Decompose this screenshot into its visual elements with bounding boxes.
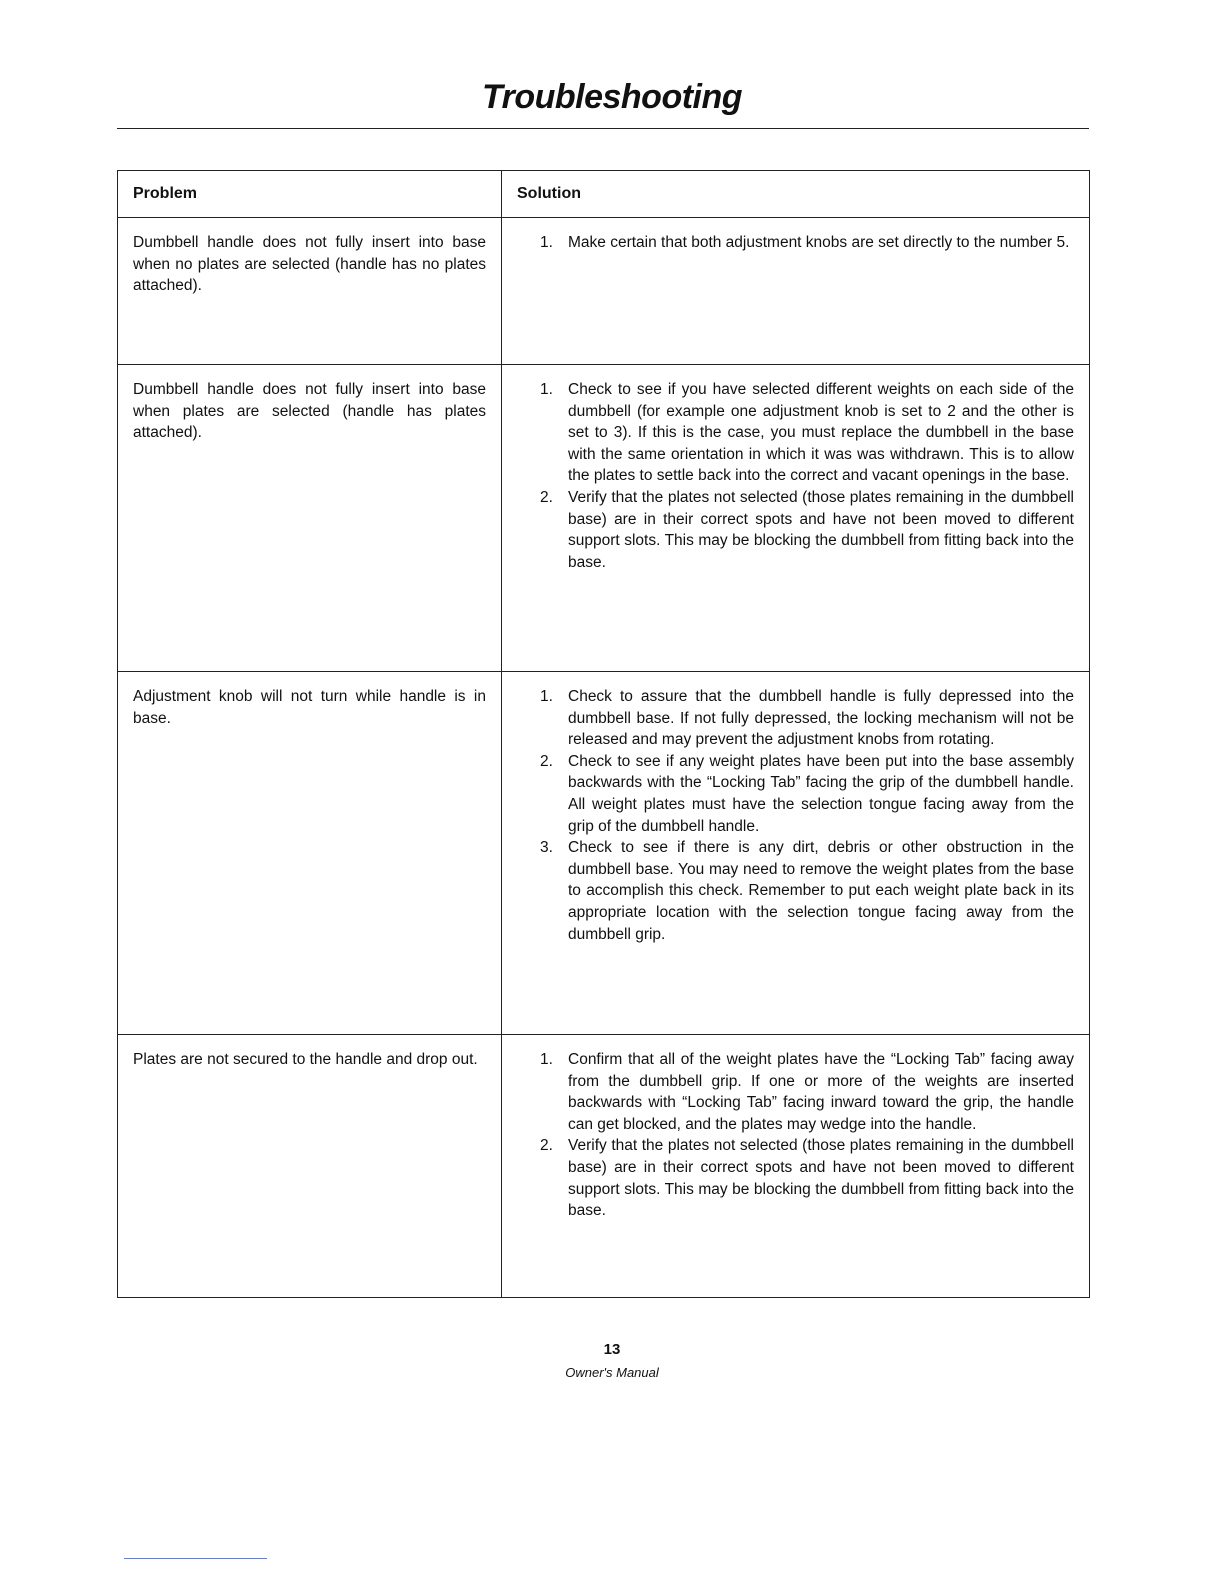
step-number: 2.: [540, 1137, 553, 1155]
solution-cell: [502, 365, 1090, 672]
step-number: 2.: [540, 488, 553, 506]
table-row: [118, 218, 1090, 365]
troubleshooting-table: [117, 170, 1090, 1298]
title-divider: [117, 128, 1089, 129]
solution-step: [517, 1135, 1074, 1221]
step-text: Make certain that both adjustment knobs are set directly to the number 5.: [568, 234, 1070, 251]
step-text: Check to see if you have selected different weights on each side of the dumbbell (for example one adjustment knob is set to 2 and the other is set to 3). If this is the case, you must replace the dumbbell in the base with the same orientation in which it was was withdrawn. This is to allow the plates to settle back into the correct and vacant openings in the base.: [568, 381, 1074, 485]
step-text: Check to assure that the dumbbell handle is fully depressed into the dumbbell base. If not fully depressed, the locking mechanism will not be released and may prevent the adjustment knobs from rotating.: [568, 688, 1074, 749]
step-number: 1.: [540, 688, 553, 705]
table-row: [118, 365, 1090, 672]
solution-step: [517, 1049, 1074, 1135]
footer-text: Owner's Manual: [565, 1365, 659, 1380]
step-text: Verify that the plates not selected (those plates remaining in the dumbbell base) are in their correct spots and have not been moved to different support slots. This may be blocking the dumbbell from fitting back into the base.: [568, 488, 1074, 571]
problem-cell: Plates are not secured to the handle and drop out.: [118, 1035, 502, 1298]
solution-steps: [517, 1049, 1074, 1222]
solution-step: [517, 751, 1074, 837]
solution-step: [517, 487, 1074, 573]
step-number: 1.: [540, 381, 553, 398]
solution-cell: [502, 672, 1090, 1035]
table-row: [118, 1035, 1090, 1298]
problem-cell: Dumbbell handle does not fully insert into base when plates are selected (handle has plates attached).: [118, 365, 502, 672]
page-title: Troubleshooting: [481, 78, 743, 116]
solution-steps: [517, 686, 1074, 945]
solution-step: [517, 837, 1074, 945]
solution-header: Solution: [502, 171, 1090, 218]
solution-step: [517, 379, 1074, 487]
bottom-divider: [124, 1558, 267, 1559]
step-text: Check to see if any weight plates have been put into the base assembly backwards with the “Locking Tab” facing the grip of the dumbbell handle. All weight plates must have the selection tongue facing away from the grip of the dumbbell handle.: [568, 752, 1074, 835]
step-text: Verify that the plates not selected (those plates remaining in the dumbbell base) are in their correct spots and have not been moved to different support slots. This may be blocking the dumbbell from fitting back into the base.: [568, 1137, 1074, 1220]
solution-cell: [502, 218, 1090, 365]
step-number: 2.: [540, 752, 553, 770]
table-row: [118, 672, 1090, 1035]
solution-steps: [517, 232, 1074, 254]
problem-cell: Dumbbell handle does not fully insert into base when no plates are selected (handle has no plates attached).: [118, 218, 502, 365]
solution-step: [517, 686, 1074, 751]
problem-cell: Adjustment knob will not turn while handle is in base.: [118, 672, 502, 1035]
step-text: Check to see if there is any dirt, debris or other obstruction in the dumbbell base. You may need to remove the weight plates from the base to accomplish this check. Remember to put each weight plate back in its appropriate location with the selection tongue facing away from the dumbbell grip.: [568, 839, 1074, 943]
step-number: 1.: [540, 1051, 553, 1068]
step-number: 1.: [540, 234, 553, 251]
step-number: 3.: [540, 839, 553, 857]
solution-step: [517, 232, 1074, 254]
table-header-row: [118, 171, 1090, 218]
step-text: Confirm that all of the weight plates have the “Locking Tab” facing away from the dumbbell grip. If one or more of the weights are inserted backwards with “Locking Tab” facing inward toward the grip, the handle can get blocked, and the plates may wedge into the handle.: [568, 1051, 1074, 1133]
problem-header: Problem: [118, 171, 502, 218]
page-number: 13: [603, 1341, 621, 1358]
solution-steps: [517, 379, 1074, 573]
solution-cell: [502, 1035, 1090, 1298]
